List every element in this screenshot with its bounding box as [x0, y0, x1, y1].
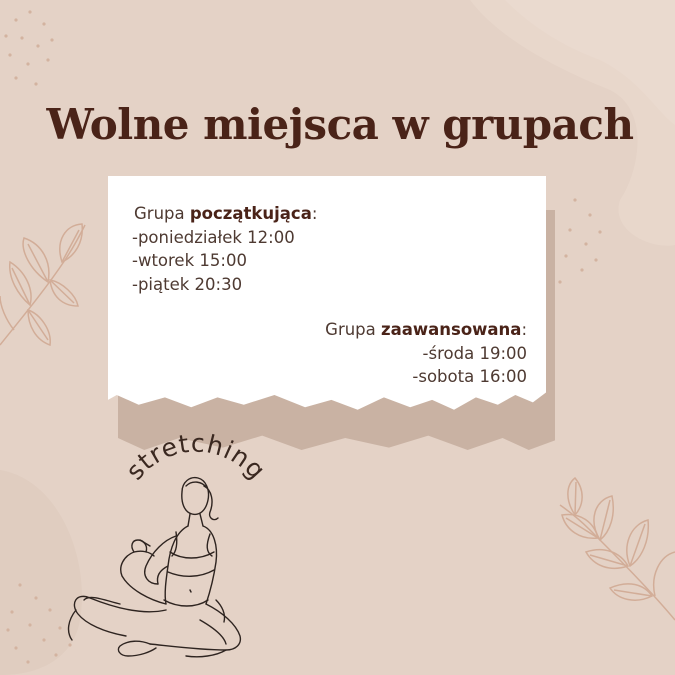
schedule-time: -sobota 16:00 — [412, 367, 527, 386]
schedule-time: -wtorek 15:00 — [132, 251, 247, 270]
schedule-time: -poniedziałek 12:00 — [132, 227, 295, 247]
advanced-group-heading: Grupa zaawansowana: — [325, 320, 527, 339]
schedule-time: -środa 19:00 — [422, 343, 527, 363]
stretching-woman-illustration — [69, 478, 241, 657]
advanced-group-name: zaawansowana — [381, 320, 522, 339]
schedule-time: -piątek 20:30 — [132, 274, 243, 294]
beginner-group-name: początkująca — [189, 204, 312, 223]
page-title: Wolne miejsca w grupach — [46, 100, 634, 149]
stretching-label: stretching — [120, 428, 272, 486]
beginner-group-heading: Grupa początkująca: — [134, 204, 318, 223]
